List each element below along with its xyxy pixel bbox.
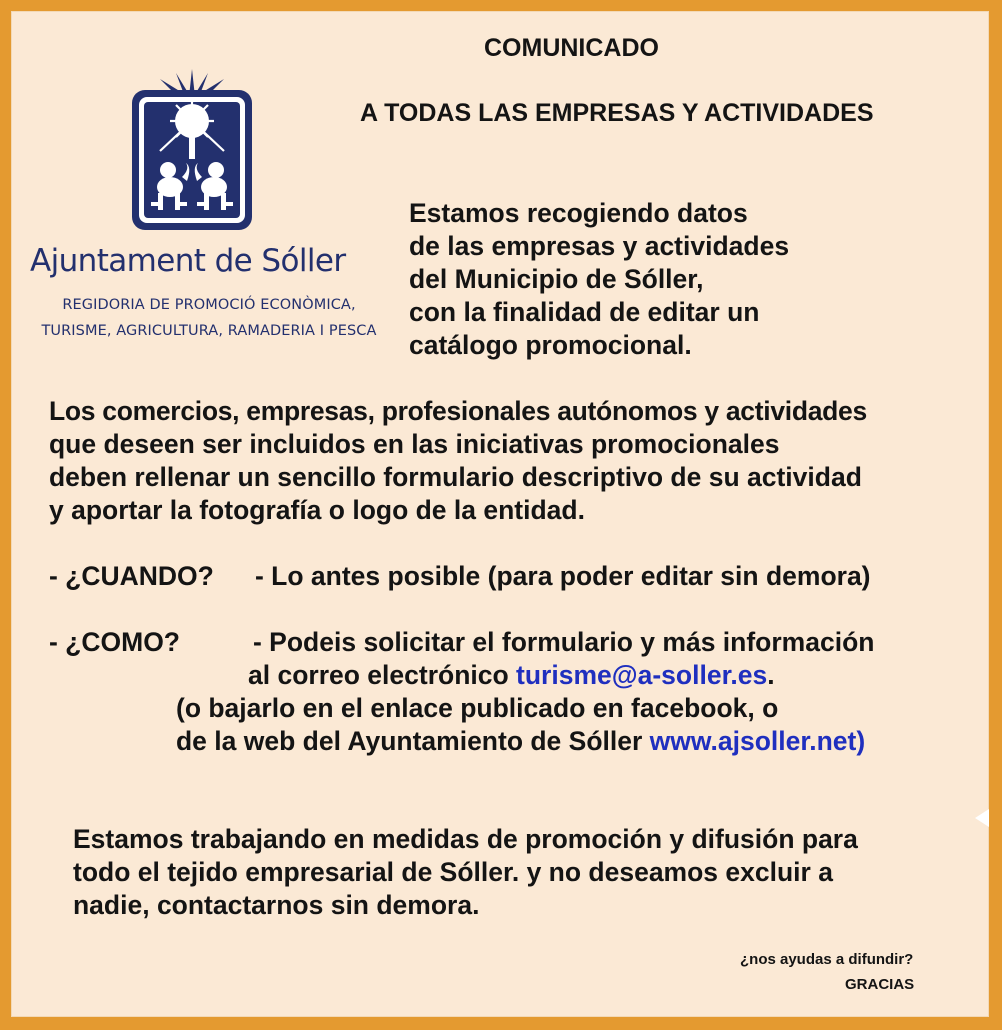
how-line: - Podeis solicitar el formulario y más información [253,627,875,657]
how-line-text: de la web del Ayuntamiento de Sóller [176,726,650,756]
email-link[interactable]: turisme@a-soller.es [516,660,768,690]
when-text: - Lo antes posible (para poder editar sin demora) [255,561,871,591]
body-line: y aportar la fotografía o logo de la entidad. [49,495,585,525]
how-line-text: al correo electrónico [248,660,517,690]
intro-line: Estamos recogiendo datos [409,198,748,228]
soller-coat-of-arms-logo [130,69,254,231]
intro-line: de las empresas y actividades [409,231,790,261]
logo-department [21,292,397,344]
light-glare [975,809,989,827]
body-line: que deseen ser incluidos en las iniciativas promocionales [49,429,780,459]
logo-department-line: REGIDORIA DE PROMOCIÓ ECONÒMICA, [62,297,356,313]
body-line: Los comercios, empresas, profesionales autónomos y actividades [49,396,867,426]
thanks-text: GRACIAS [845,976,915,993]
how-web-line [176,725,865,758]
intro-line: con la finalidad de editar un [409,297,760,327]
page-subtitle: A TODAS LAS EMPRESAS Y ACTIVIDADES [360,99,874,127]
how-line: (o bajarlo en el enlace publicado en facebook, o [176,693,779,723]
intro-line: catálogo promocional. [409,330,692,360]
closing-line: nadie, contactarnos sin demora. [73,890,480,920]
intro-line: del Municipio de Sóller, [409,264,704,294]
logo-name: Ajuntament de Sóller [30,243,346,279]
closing-line: todo el tejido empresarial de Sóller. y no deseamos excluir a [73,857,833,887]
closing-line: Estamos trabajando en medidas de promoción y difusión para [73,824,858,854]
logo-department-line: TURISME, AGRICULTURA, RAMADERIA I PESCA [41,323,377,339]
how-email-line [248,659,775,692]
how-line-text: . [767,660,775,690]
when-label: - ¿CUANDO? [49,561,214,591]
notice-page [11,11,989,1017]
page-title: COMUNICADO [484,34,659,62]
share-question: ¿nos ayudas a difundir? [740,951,914,968]
body-line: deben rellenar un sencillo formulario descriptivo de su actividad [49,462,862,492]
how-label: - ¿COMO? [49,627,180,657]
website-link[interactable]: www.ajsoller.net) [649,726,866,756]
